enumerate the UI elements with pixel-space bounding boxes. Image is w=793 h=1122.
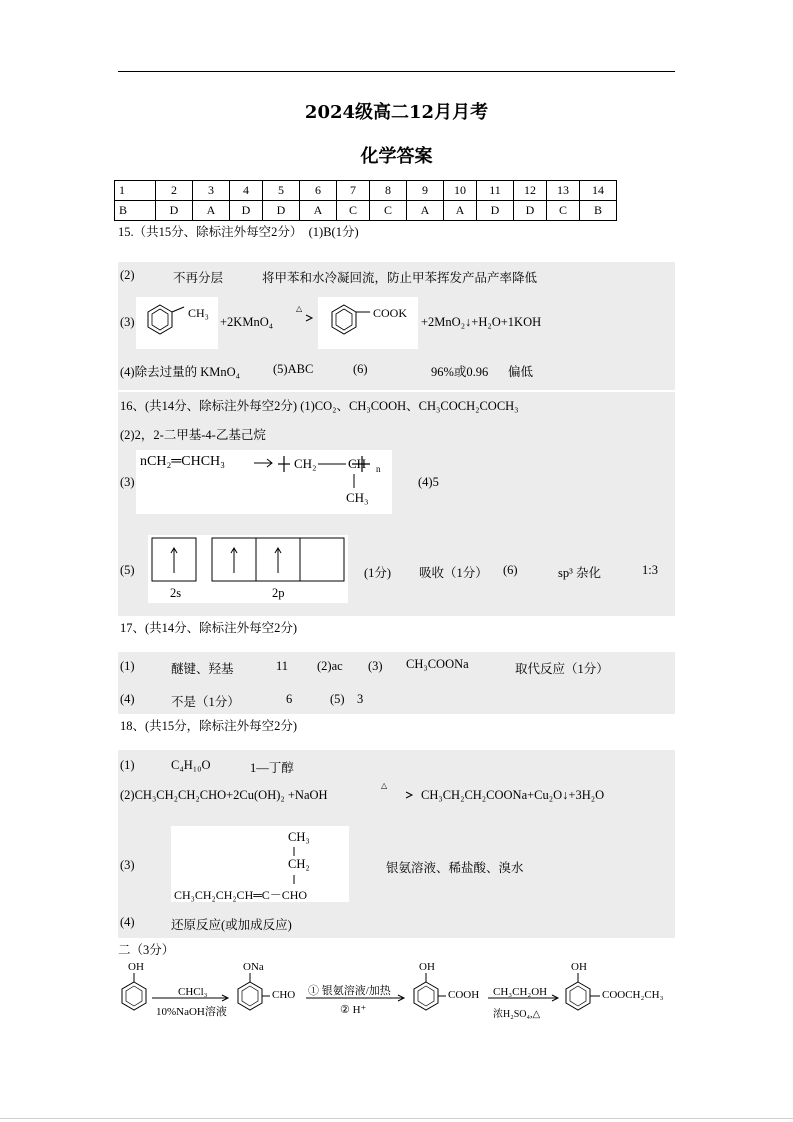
q17-p3-type: 取代反应（1分）	[515, 662, 609, 676]
q17-p3-formula: CH₃COONa	[406, 657, 469, 671]
intermediate1-ona: ONa	[243, 961, 264, 973]
answer-number: 4	[230, 181, 263, 201]
heat-symbol-1: △	[296, 304, 303, 313]
q17-p1-a: 醚键、羟基	[171, 662, 234, 676]
q17-p1-b: 11	[276, 659, 289, 673]
q18-p4-value: 还原反应(或加成反应)	[171, 918, 292, 932]
q15-p4: (4)除去过量的 KMnO₄	[120, 365, 240, 379]
q15-p3-label: (3)	[120, 315, 135, 329]
polymer-bracket-icon	[274, 452, 392, 512]
structure-ch2: CH₂	[288, 857, 310, 871]
q16-p4: (4)5	[418, 475, 439, 489]
answer-number: 1	[115, 181, 156, 201]
answer-number: 8	[370, 181, 407, 201]
polymer-ch3: CH₃	[346, 490, 369, 505]
q16-p2: (2)2，2-二甲基-4-乙基己烷	[120, 428, 266, 442]
q18-p1-b: 1—丁醇	[250, 761, 294, 775]
answer-letter: D	[230, 201, 263, 221]
benzoate-ring-icon	[318, 297, 418, 349]
q16-sp3: sp³ 杂化	[558, 566, 601, 580]
answer-letter: A	[407, 201, 444, 221]
answer-letter: D	[514, 201, 547, 221]
answer-number: 9	[407, 181, 444, 201]
arrow1-reagent-top: CHCl₃	[178, 986, 208, 998]
q18-p3-label: (3)	[120, 858, 135, 872]
arrow3-reagent-bottom: 浓H₂SO₄,△	[493, 1009, 541, 1020]
q16-header: 16、(共14分、除标注外每空2分) (1)CO₂、CH₃COOH、CH₃COCH₂COCH₃	[120, 399, 519, 413]
answer-letter: A	[444, 201, 477, 221]
q15-p2-label: (2)	[120, 268, 135, 282]
q16-absorb: 吸收（1分）	[419, 566, 488, 580]
orbital-2s-label: 2s	[170, 586, 182, 600]
q15-p2-b: 将甲苯和水冷凝回流，防止甲苯挥发产品产率降低	[262, 271, 538, 285]
answer-table	[114, 180, 617, 221]
q15-p5: (5)ABC	[273, 362, 314, 376]
document-subtitle: 化学答案	[360, 146, 433, 167]
arrow2-reagent-top: ① 银氨溶液/加热	[308, 985, 391, 997]
answer-letters-row	[115, 201, 617, 221]
answer-letter: D	[156, 201, 193, 221]
q16-p5-points: (1分)	[364, 566, 392, 580]
q17-p4-label: (4)	[120, 692, 135, 706]
polymerization-equation	[136, 450, 392, 514]
answer-number: 6	[300, 181, 337, 201]
intermediate2-oh: OH	[419, 961, 435, 973]
q18-p1-label: (1)	[120, 758, 135, 772]
answer-letter: B	[580, 201, 617, 221]
q15-products: +2MnO₂↓+H₂O+1KOH	[421, 315, 542, 329]
q15-header: 15.（共15分、除标注外每空2分） (1)B(1分)	[118, 225, 359, 239]
answer-number: 13	[547, 181, 580, 201]
answer-number: 3	[193, 181, 230, 201]
toluene-ch3: CH₃	[188, 306, 209, 320]
q17-header: 17、(共14分、除标注外每空2分)	[120, 621, 298, 635]
reaction-arrow-1	[290, 312, 316, 324]
q16-p5-label: (5)	[120, 563, 135, 577]
answer-number: 14	[580, 181, 617, 201]
arrow1-reagent-bottom: 10%NaOH溶液	[156, 1006, 227, 1018]
q15-p6-judge: 偏低	[508, 365, 534, 379]
intermediate1-cho: CHO	[272, 989, 296, 1001]
arrow3-reagent-top: CH₃CH₂OH	[493, 986, 548, 998]
answer-letter: B	[115, 201, 156, 221]
q15-p2-a: 不再分层	[173, 271, 224, 285]
answer-number: 12	[514, 181, 547, 201]
cook-group: COOK	[373, 306, 408, 320]
q16-ratio: 1:3	[642, 563, 658, 577]
q15-p6-value: 96%或0.96	[431, 365, 489, 379]
q18-header: 18、(共15分，除标注外每空2分)	[120, 719, 298, 733]
q16-p3-label: (3)	[120, 475, 135, 489]
orbital-2p-label: 2p	[272, 586, 285, 600]
q17-p1-label: (1)	[120, 659, 135, 673]
heat-symbol-2: △	[381, 781, 388, 790]
answer-letter: C	[370, 201, 407, 221]
answer-letter: D	[477, 201, 514, 221]
bottom-rule	[0, 1118, 793, 1119]
potassium-benzoate-structure	[318, 297, 418, 349]
answer-numbers-row	[115, 181, 617, 201]
q18-p3-reagents: 银氨溶液、稀盐酸、溴水	[386, 861, 524, 875]
polymer-ch: CH	[348, 456, 367, 471]
q18-p4-label: (4)	[120, 915, 135, 929]
orbital-diagram	[148, 535, 348, 603]
answer-letter: D	[263, 201, 300, 221]
q18-p2-reactants: (2)CH₃CH₂CH₂CHO+2Cu(OH)₂ +NaOH	[120, 788, 328, 802]
intermediate2-cooh: COOH	[448, 989, 480, 1001]
arrow2-reagent-bottom: ② H⁺	[340, 1004, 367, 1016]
top-rule	[118, 71, 675, 72]
q17-p5-value: 3	[357, 692, 364, 706]
answer-number: 11	[477, 181, 514, 201]
structure-main-chain: CH₃CH₂CH₂CH═C－CHO	[174, 888, 308, 902]
monomer: nCH₂═CHCH₃	[140, 454, 226, 469]
q17-p4-a: 不是（1分）	[171, 695, 240, 709]
kmno4-reactant: +2KMnO₄	[220, 315, 274, 329]
answer-number: 2	[156, 181, 193, 201]
q18-p1-a: C₄H₁₀O	[171, 758, 211, 772]
q17-p2: (2)ac	[317, 659, 343, 673]
answer-letter: A	[193, 201, 230, 221]
aldehyde-structure	[171, 826, 349, 902]
toluene-structure	[136, 297, 218, 349]
polymer-ch2: CH₂	[294, 456, 317, 471]
part2-header: 二（3分）	[118, 943, 175, 957]
document-title: 2024级高二12月月考	[304, 102, 489, 123]
reaction-arrow-2	[375, 789, 415, 801]
answer-letter: A	[300, 201, 337, 221]
q17-p4-b: 6	[286, 692, 293, 706]
phenol-oh: OH	[128, 961, 144, 973]
product-oh: OH	[571, 961, 587, 973]
polymer-arrow	[254, 458, 274, 468]
answer-number: 5	[263, 181, 300, 201]
answer-letter: C	[547, 201, 580, 221]
answer-number: 10	[444, 181, 477, 201]
answer-letter: C	[337, 201, 370, 221]
q15-p6-label: (6)	[353, 362, 368, 376]
q16-p6-label: (6)	[503, 563, 518, 577]
q17-p3-label: (3)	[368, 659, 383, 673]
answer-number: 7	[337, 181, 370, 201]
structure-ch3: CH₃	[288, 830, 310, 844]
polymer-n: n	[376, 464, 381, 474]
q17-p5-label: (5)	[330, 692, 345, 706]
product-cooet: COOCH₂CH₃	[602, 989, 664, 1001]
q18-p2-products: CH₃CH₂CH₂COONa+Cu₂O↓+3H₂O	[421, 788, 605, 802]
toluene-ring-icon	[136, 297, 218, 349]
